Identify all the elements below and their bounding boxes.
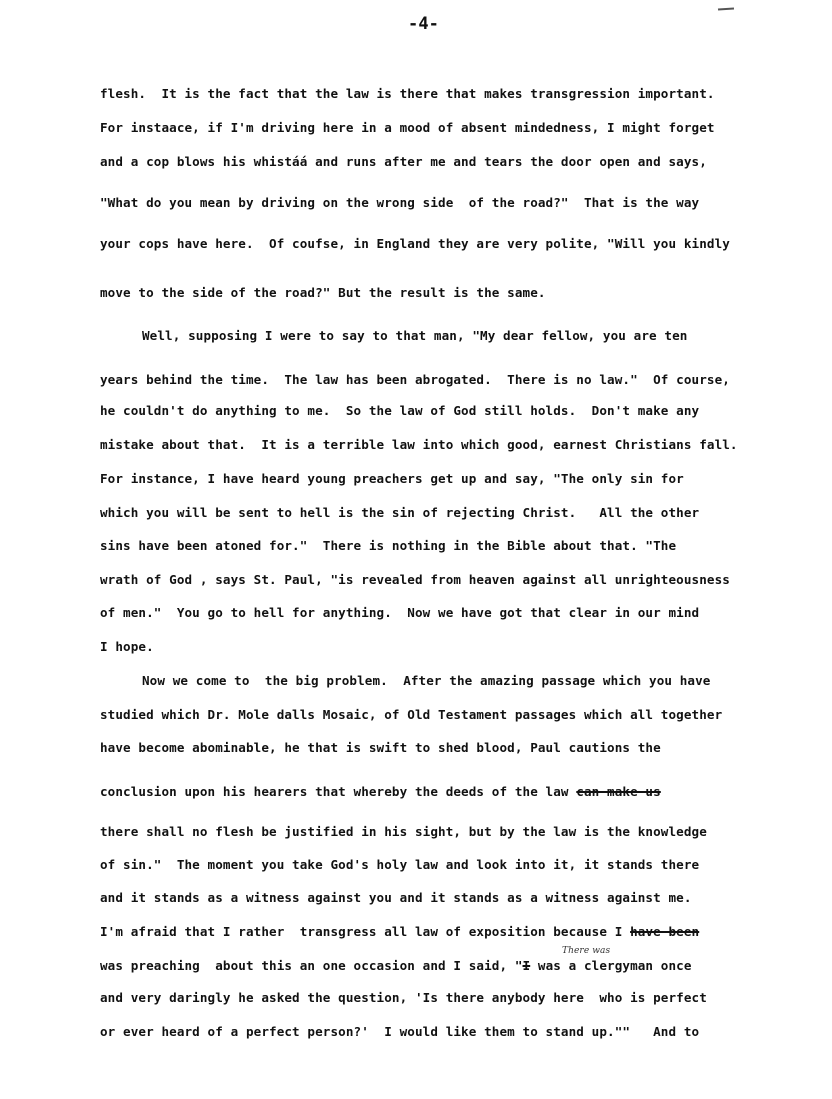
text-line: wrath of God , says St. Paul, "is revealed from heaven against all unrighteousness	[100, 572, 730, 587]
text-line: of sin." The moment you take God's holy law and look into it, it stands there	[100, 857, 700, 872]
text-line: studied which Dr. Mole dalls Mosaic, of Old Testament passages which all together	[100, 707, 723, 722]
handwritten-insert: There was	[562, 946, 611, 956]
text-line: have become abominable, he that is swift to shed blood, Paul cautions the	[100, 740, 661, 755]
text-line: and very daringly he asked the question, 'Is there anybody here who is perfect	[100, 990, 707, 1005]
text-line: mistake about that. It is a terrible law into which good, earnest Christians fall.	[100, 437, 738, 452]
struck-text: I	[522, 958, 531, 973]
text-line: "What do you mean by driving on the wrong side of the road?" That is the way	[100, 195, 700, 210]
text-line: of men." You go to hell for anything. Now we have got that clear in our mind	[100, 605, 700, 620]
text-segment: was preaching about this an one occasion and I said, "	[100, 958, 523, 973]
text-line: years behind the time. The law has been abrogated. There is no law." Of course,	[100, 372, 730, 387]
text-line: Well, supposing I were to say to that man, "My dear fellow, you are ten	[142, 328, 688, 343]
text-line: or ever heard of a perfect person?' I would like them to stand up."" And to	[100, 1024, 700, 1039]
struck-text: have been	[630, 924, 700, 939]
text-line: which you will be sent to hell is the sin of rejecting Christ. All the other	[100, 505, 700, 520]
text-line: there shall no flesh be justified in his sight, but by the law is the knowledge	[100, 824, 707, 839]
text-line: your cops have here. Of coufse, in England they are very polite, "Will you kindly	[100, 236, 730, 251]
text-line: For instaace, if I'm driving here in a mood of absent mindedness, I might forget	[100, 120, 715, 135]
struck-text: can make us	[576, 784, 661, 799]
text-segment: I'm afraid that I rather transgress all law of exposition because I	[100, 924, 623, 939]
text-line	[100, 924, 699, 940]
text-line: he couldn't do anything to me. So the law of God still holds. Don't make any	[100, 403, 700, 418]
text-line: I hope.	[100, 639, 154, 654]
text-line	[100, 784, 661, 800]
text-line: and it stands as a witness against you and it stands as a witness against me.	[100, 890, 692, 905]
text-line: flesh. It is the fact that the law is there that makes transgression important.	[100, 86, 715, 101]
text-line: For instance, I have heard young preachers get up and say, "The only sin for	[100, 471, 684, 486]
page-number: -4-	[408, 14, 440, 34]
text-segment: conclusion upon his hearers that whereby the deeds of the law	[100, 784, 569, 799]
text-line: move to the side of the road?" But the result is the same.	[100, 285, 546, 300]
pen-mark	[718, 7, 734, 10]
text-line: and a cop blows his whistáá and runs after me and tears the door open and says,	[100, 154, 707, 169]
text-line: sins have been atoned for." There is nothing in the Bible about that. "The	[100, 538, 677, 553]
text-segment: was a clergyman once	[530, 958, 692, 973]
text-line	[100, 958, 692, 974]
text-line: Now we come to the big problem. After the amazing passage which you have	[142, 673, 711, 688]
